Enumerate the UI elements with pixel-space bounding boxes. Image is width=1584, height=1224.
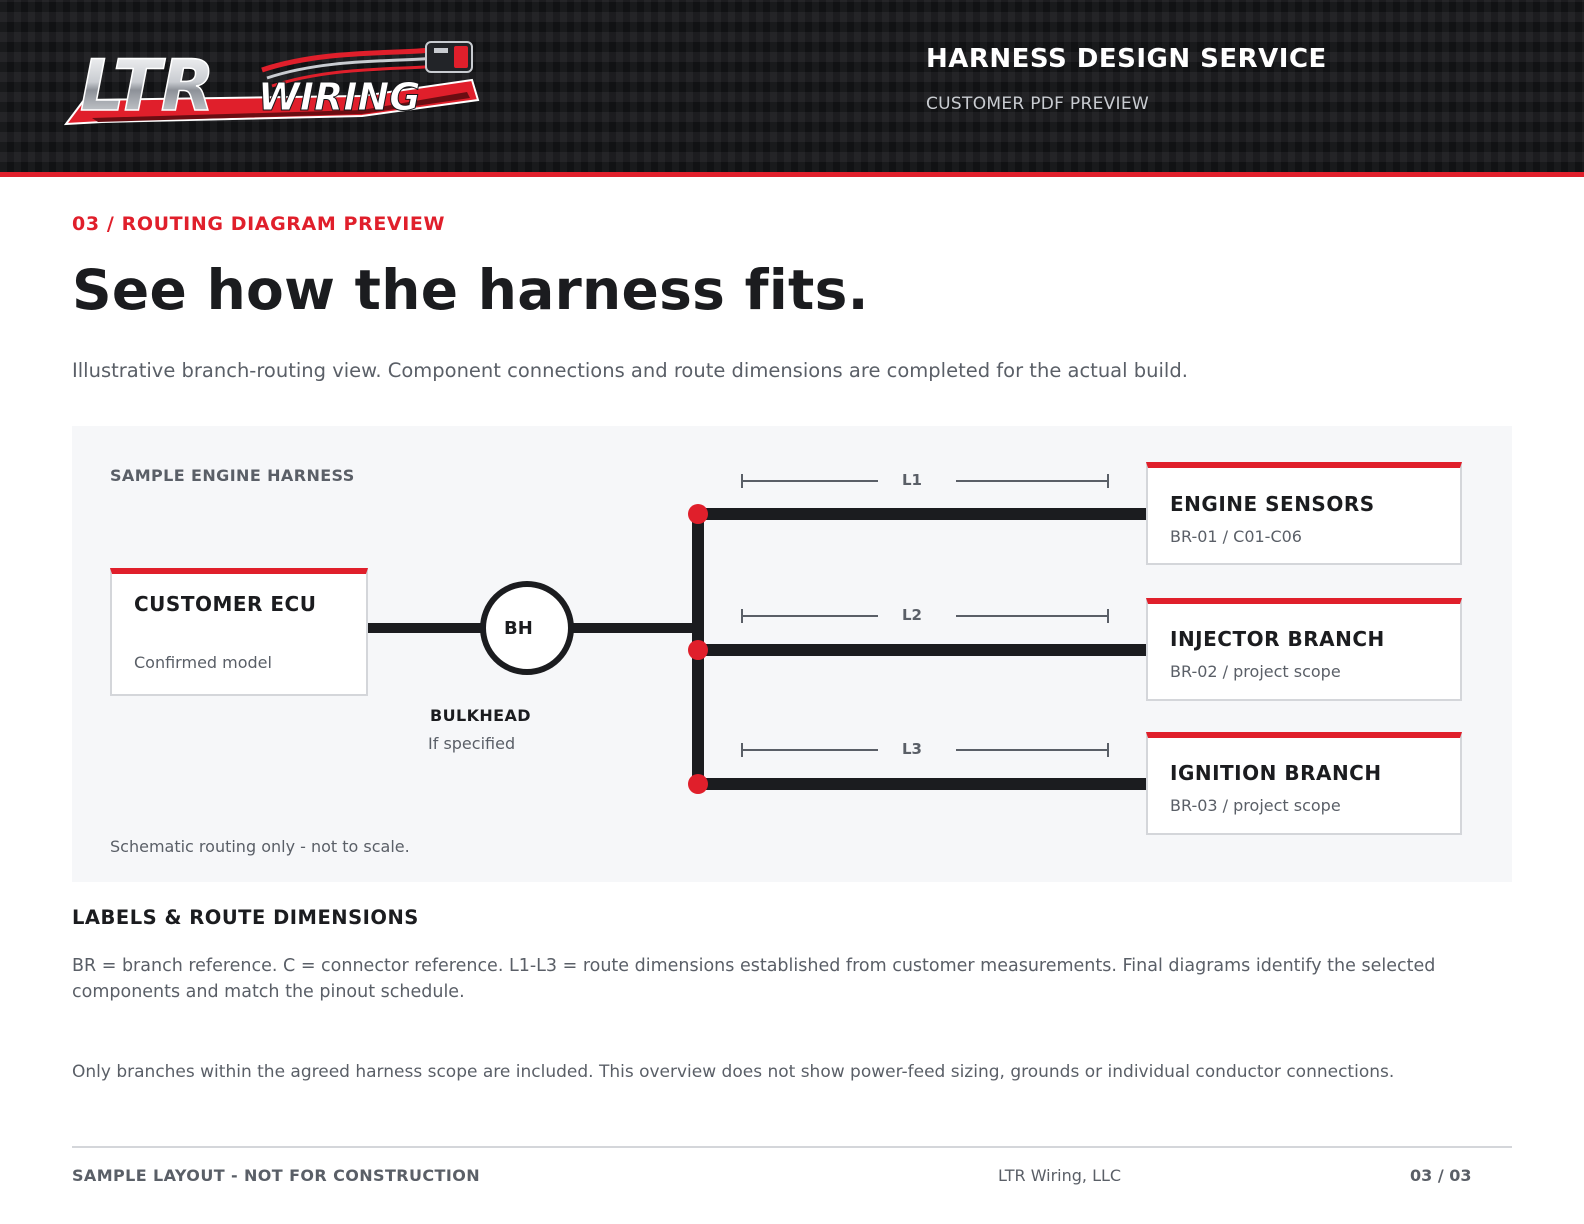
footer-rule (72, 1146, 1512, 1148)
branch-title-2: INJECTOR BRANCH (1170, 627, 1385, 651)
logo-text-wiring: WIRING (258, 75, 421, 119)
page-header (0, 0, 1584, 172)
page-title: See how the harness fits. (72, 258, 869, 322)
service-subtitle: CUSTOMER PDF PREVIEW (926, 94, 1150, 114)
section-kicker: 03 / ROUTING DIAGRAM PREVIEW (72, 213, 446, 235)
branch-subtitle-3: BR-03 / project scope (1170, 796, 1341, 815)
logo-text-ltr: LTR (80, 45, 215, 127)
page-number: 03 / 03 (1410, 1166, 1472, 1185)
logo-graphic (62, 40, 486, 130)
branch-subtitle-2: BR-02 / project scope (1170, 662, 1341, 681)
branch-subtitle-1: BR-01 / C01-C06 (1170, 527, 1302, 546)
intro-text: Illustrative branch-routing view. Component connections and route dimensions are completed for the actual build. (72, 359, 1188, 382)
dimension-line-2 (742, 609, 1108, 623)
service-title: HARNESS DESIGN SERVICE (926, 44, 1327, 74)
bulkhead-subtitle: If specified (428, 734, 516, 753)
bulkhead-badge: BH (504, 618, 533, 639)
scope-note: Only branches within the agreed harness scope are included. This overview does not show power-feed sizing, grounds or individual conductor connections. (72, 1062, 1395, 1082)
labels-heading: LABELS & ROUTE DIMENSIONS (72, 906, 419, 929)
routing-diagram-panel (72, 426, 1512, 882)
ltr-wiring-logo (62, 40, 486, 130)
junction-dot-1 (688, 504, 708, 524)
dimension-line-3 (742, 743, 1108, 757)
ecu-box (110, 568, 368, 696)
diagram-note: Schematic routing only - not to scale. (110, 837, 410, 856)
ecu-title: CUSTOMER ECU (134, 592, 317, 616)
dimension-label-3: L3 (902, 740, 922, 758)
footer-disclaimer: SAMPLE LAYOUT - NOT FOR CONSTRUCTION (72, 1166, 480, 1185)
junction-dot-2 (688, 640, 708, 660)
dimension-label-1: L1 (902, 471, 922, 489)
labels-body: BR = branch reference. C = connector reference. L1-L3 = route dimensions established from customer measurements. Final diagrams identify the selected components and match the pinout schedule. (72, 956, 1436, 1002)
footer-company: LTR Wiring, LLC (998, 1166, 1122, 1185)
branch-title-1: ENGINE SENSORS (1170, 492, 1375, 516)
dimension-label-2: L2 (902, 606, 922, 624)
bulkhead-title: BULKHEAD (430, 706, 531, 725)
dimension-line-1 (742, 474, 1108, 488)
branch-title-3: IGNITION BRANCH (1170, 761, 1382, 785)
ecu-subtitle: Confirmed model (134, 653, 272, 672)
junction-dot-3 (688, 774, 708, 794)
header-accent-rule (0, 172, 1584, 177)
diagram-label: SAMPLE ENGINE HARNESS (110, 466, 355, 485)
